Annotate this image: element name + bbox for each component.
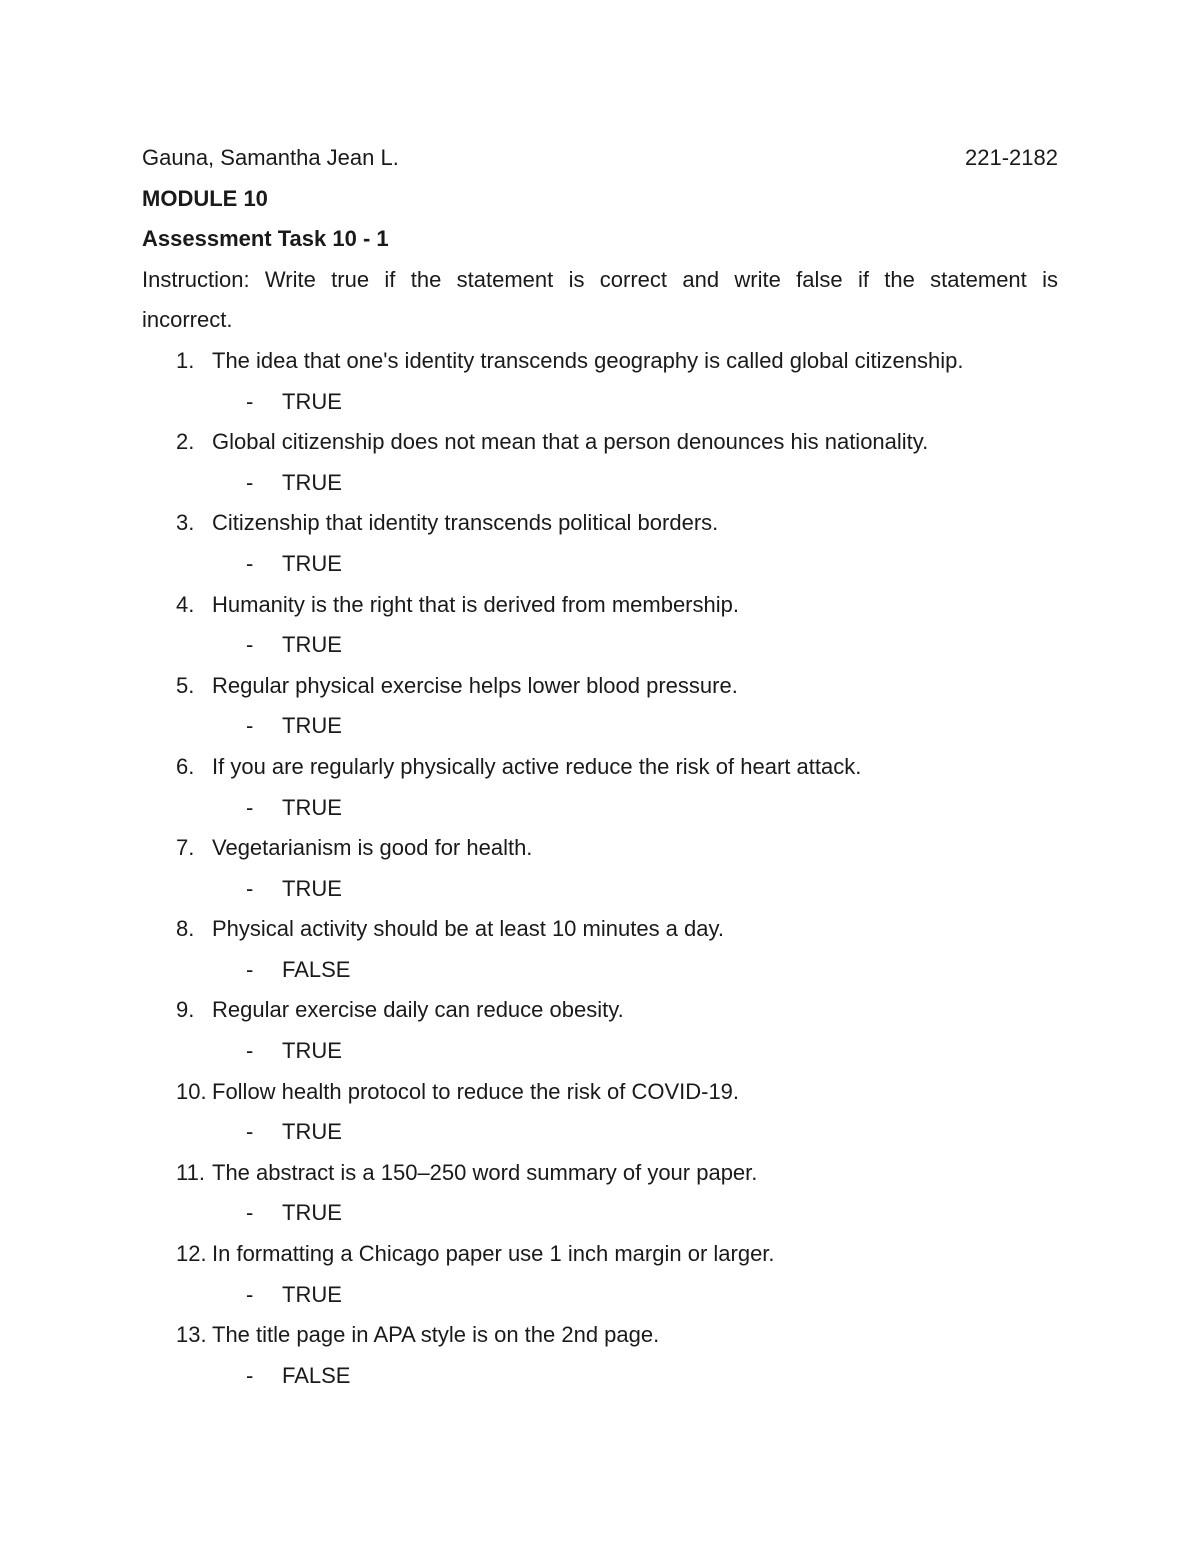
module-title: MODULE 10 bbox=[142, 185, 268, 211]
question-statement: Regular physical exercise helps lower blood pressure. bbox=[212, 672, 738, 698]
question-number: 12. bbox=[176, 1241, 207, 1267]
question-number: 8. bbox=[176, 916, 195, 942]
question-item bbox=[142, 422, 1058, 463]
answer-dash: - bbox=[246, 956, 254, 982]
answer-value: TRUE bbox=[282, 1119, 342, 1145]
question-number: 7. bbox=[176, 835, 195, 861]
answer-dash: - bbox=[246, 550, 254, 576]
answer-dash: - bbox=[246, 713, 254, 739]
answer-row bbox=[142, 625, 1058, 666]
question-number: 10. bbox=[176, 1078, 207, 1104]
question-statement: Humanity is the right that is derived from membership. bbox=[212, 591, 739, 617]
question-list bbox=[142, 341, 1058, 1396]
question-statement: Physical activity should be at least 10 minutes a day. bbox=[212, 916, 724, 942]
question-item bbox=[142, 1153, 1058, 1194]
question-item bbox=[142, 990, 1058, 1031]
answer-dash: - bbox=[246, 1119, 254, 1145]
answer-dash: - bbox=[246, 469, 254, 495]
answer-value: TRUE bbox=[282, 550, 342, 576]
question-number: 5. bbox=[176, 672, 195, 698]
header-row bbox=[142, 138, 1058, 179]
question-item bbox=[142, 666, 1058, 707]
answer-dash: - bbox=[246, 794, 254, 820]
question-item bbox=[142, 1234, 1058, 1275]
instruction-line-1: Instruction: Write true if the statement is correct and write false if the statement is bbox=[142, 266, 1058, 292]
answer-row bbox=[142, 869, 1058, 910]
answer-dash: - bbox=[246, 1038, 254, 1064]
question-statement: Regular exercise daily can reduce obesity. bbox=[212, 997, 624, 1023]
answer-value: TRUE bbox=[282, 632, 342, 658]
question-number: 3. bbox=[176, 510, 195, 536]
question-item bbox=[142, 585, 1058, 626]
question-item bbox=[142, 909, 1058, 950]
answer-value: TRUE bbox=[282, 1038, 342, 1064]
question-item bbox=[142, 341, 1058, 382]
answer-dash: - bbox=[246, 1281, 254, 1307]
answer-dash: - bbox=[246, 1362, 254, 1388]
answer-dash: - bbox=[246, 388, 254, 414]
question-number: 2. bbox=[176, 429, 195, 455]
answer-row bbox=[142, 706, 1058, 747]
question-statement: Citizenship that identity transcends political borders. bbox=[212, 510, 719, 536]
answer-row bbox=[142, 382, 1058, 423]
document-page bbox=[142, 138, 1058, 1396]
task-title: Assessment Task 10 - 1 bbox=[142, 226, 389, 252]
question-item bbox=[142, 828, 1058, 869]
question-number: 1. bbox=[176, 347, 195, 373]
answer-row bbox=[142, 1356, 1058, 1397]
answer-row bbox=[142, 950, 1058, 991]
answer-dash: - bbox=[246, 1200, 254, 1226]
question-statement: The idea that one's identity transcends geography is called global citizenship. bbox=[212, 347, 964, 373]
answer-dash: - bbox=[246, 875, 254, 901]
instruction-line-2: incorrect. bbox=[142, 307, 233, 333]
question-number: 6. bbox=[176, 753, 195, 779]
question-number: 9. bbox=[176, 997, 195, 1023]
question-statement: The title page in APA style is on the 2nd page. bbox=[212, 1322, 660, 1348]
answer-value: TRUE bbox=[282, 713, 342, 739]
instruction bbox=[142, 260, 1058, 341]
answer-value: FALSE bbox=[282, 956, 351, 982]
answer-row bbox=[142, 788, 1058, 829]
answer-value: TRUE bbox=[282, 1281, 342, 1307]
question-statement: In formatting a Chicago paper use 1 inch margin or larger. bbox=[212, 1241, 775, 1267]
answer-dash: - bbox=[246, 632, 254, 658]
answer-value: TRUE bbox=[282, 794, 342, 820]
question-number: 4. bbox=[176, 591, 195, 617]
answer-value: TRUE bbox=[282, 469, 342, 495]
answer-value: TRUE bbox=[282, 875, 342, 901]
student-id: 221-2182 bbox=[965, 145, 1058, 170]
question-item bbox=[142, 1072, 1058, 1113]
question-item bbox=[142, 747, 1058, 788]
answer-value: TRUE bbox=[282, 1200, 342, 1226]
question-statement: If you are regularly physically active reduce the risk of heart attack. bbox=[212, 753, 862, 779]
student-name: Gauna, Samantha Jean L. bbox=[142, 145, 399, 170]
question-statement: Follow health protocol to reduce the risk of COVID-19. bbox=[212, 1078, 740, 1104]
question-statement: The abstract is a 150–250 word summary of your paper. bbox=[212, 1159, 758, 1185]
answer-row bbox=[142, 1112, 1058, 1153]
answer-row bbox=[142, 1275, 1058, 1316]
question-number: 13. bbox=[176, 1322, 207, 1348]
question-number: 11. bbox=[176, 1159, 205, 1185]
answer-row bbox=[142, 1031, 1058, 1072]
question-statement: Vegetarianism is good for health. bbox=[212, 835, 533, 861]
answer-row bbox=[142, 1193, 1058, 1234]
answer-value: TRUE bbox=[282, 388, 342, 414]
question-statement: Global citizenship does not mean that a person denounces his nationality. bbox=[212, 429, 929, 455]
answer-row bbox=[142, 544, 1058, 585]
question-item bbox=[142, 503, 1058, 544]
question-item bbox=[142, 1315, 1058, 1356]
answer-row bbox=[142, 463, 1058, 504]
answer-value: FALSE bbox=[282, 1362, 351, 1388]
